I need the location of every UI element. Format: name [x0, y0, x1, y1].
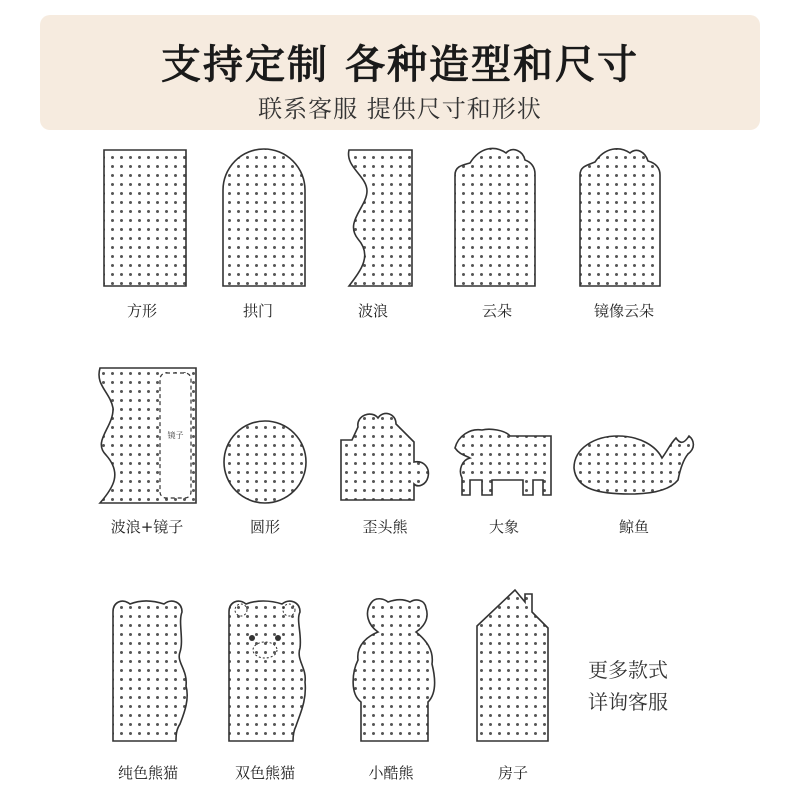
shape-whale [574, 436, 693, 494]
page-title: 支持定制 各种造型和尺寸 [161, 42, 639, 88]
label-arch: 拱门 [242, 302, 273, 320]
label-square: 方形 [126, 302, 157, 320]
shape-cool-bear [353, 599, 435, 741]
label-cloud: 云朵 [481, 302, 512, 320]
more-line-1: 更多款式 [588, 658, 668, 682]
label-mirror-cloud: 镜像云朵 [593, 302, 654, 320]
shape-elephant [455, 429, 551, 495]
more-line-2: 详询客服 [588, 690, 668, 714]
shape-cloud [455, 148, 535, 286]
label-bear-two: 双色熊猫 [234, 764, 295, 782]
more-styles-note [588, 654, 668, 718]
shape-square [104, 150, 186, 286]
label-tilted-bear: 歪头熊 [362, 518, 408, 536]
shape-bear-two [229, 601, 305, 741]
label-wave: 波浪 [357, 302, 388, 320]
shape-bear-solid [113, 601, 187, 741]
shape-circle [224, 421, 306, 503]
label-bear-solid: 纯色熊猫 [117, 764, 178, 782]
shape-wave-mirror [99, 368, 196, 503]
label-cool-bear: 小酷熊 [368, 764, 414, 782]
shape-tilted-bear [341, 413, 428, 500]
shape-arch [223, 149, 305, 286]
label-elephant: 大象 [488, 518, 519, 536]
shape-wave [349, 150, 412, 286]
mirror-label: 镜子 [167, 431, 184, 440]
label-wave-mirror: 波浪+镜子 [110, 518, 184, 536]
shape-house [477, 590, 548, 741]
label-whale: 鲸鱼 [618, 518, 649, 536]
shape-mirror-cloud [580, 149, 660, 286]
label-circle: 圆形 [249, 518, 280, 536]
page-subtitle: 联系客服 提供尺寸和形状 [258, 95, 542, 123]
label-house: 房子 [497, 764, 528, 782]
